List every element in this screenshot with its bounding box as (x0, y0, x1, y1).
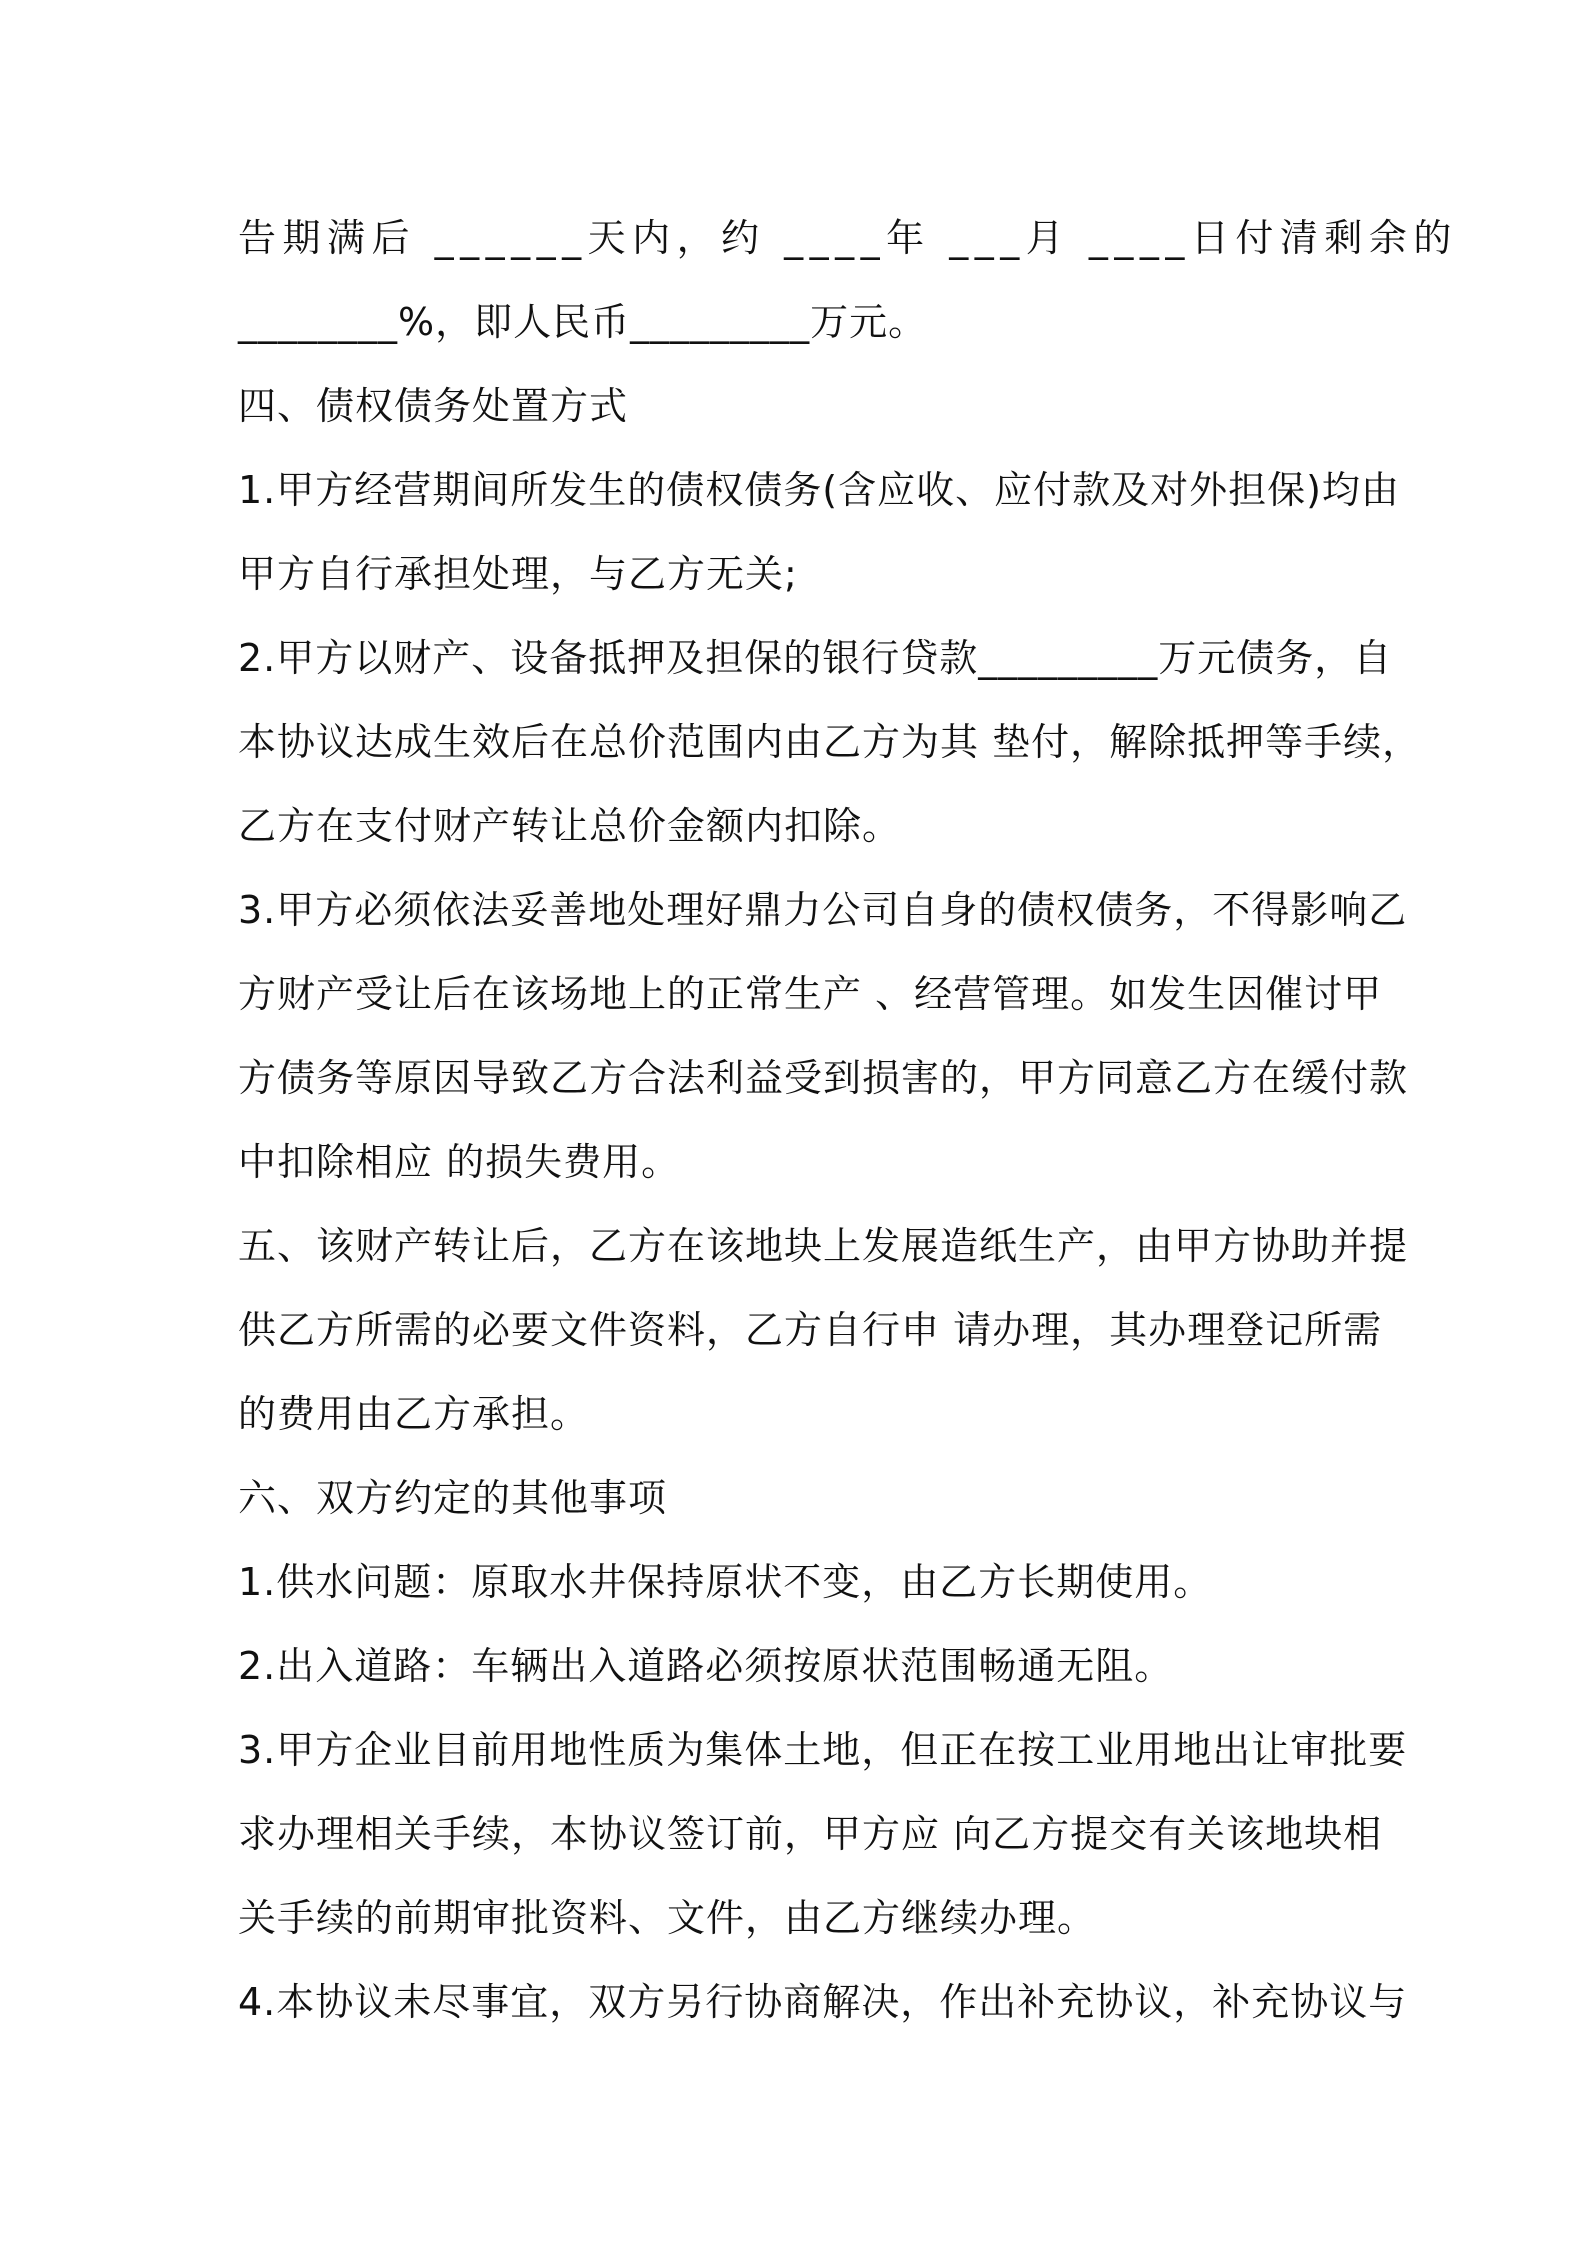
text-line-payment-amount: ________%，即人民币_________万元。 (238, 300, 928, 344)
text-line: 3.甲方企业目前用地性质为集体土地，但正在按工业用地出让审批要 (238, 1728, 1408, 1772)
text-line: 1.供水问题：原取水井保持原状不变，由乙方长期使用。 (238, 1560, 1213, 1604)
text-line-payment-deadline: 告期满后 ______天内，约 ____年 ___月 ____日付清剩余的 (238, 216, 1458, 260)
text-line: 乙方在支付财产转让总价金额内扣除。 (238, 804, 902, 848)
text-line: 中扣除相应 的损失费用。 (238, 1140, 681, 1184)
text-line: 1.甲方经营期间所发生的债权债务(含应收、应付款及对外担保)均由 (238, 468, 1400, 512)
text-line: 2.甲方以财产、设备抵押及担保的银行贷款_________万元债务，自 (238, 636, 1393, 680)
text-line: 求办理相关手续，本协议签订前，甲方应 向乙方提交有关该地块相 (238, 1812, 1383, 1856)
text-line: 供乙方所需的必要文件资料，乙方自行申 请办理，其办理登记所需 (238, 1308, 1383, 1352)
section-text-property-transfer: 五、该财产转让后，乙方在该地块上发展造纸生产，由甲方协助并提 (238, 1224, 1409, 1268)
text-line: 关手续的前期审批资料、文件，由乙方继续办理。 (238, 1896, 1097, 1940)
section-heading-other-matters: 六、双方约定的其他事项 (238, 1476, 668, 1520)
text-line: 3.甲方必须依法妥善地处理好鼎力公司自身的债权债务，不得影响乙 (238, 888, 1408, 932)
text-line: 本协议达成生效后在总价范围内由乙方为其 垫付，解除抵押等手续， (238, 720, 1422, 764)
document-body (238, 196, 1458, 2044)
section-heading-debt-handling: 四、债权债务处置方式 (238, 384, 629, 428)
text-line: 方债务等原因导致乙方合法利益受到损害的，甲方同意乙方在缓付款 (238, 1056, 1409, 1100)
text-line: 2.出入道路：车辆出入道路必须按原状范围畅通无阻。 (238, 1644, 1174, 1688)
text-line: 4.本协议未尽事宜，双方另行协商解决，作出补充协议，补充协议与 (238, 1980, 1408, 2024)
text-line: 甲方自行承担处理，与乙方无关; (238, 552, 798, 596)
text-line: 方财产受让后在该场地上的正常生产 、经营管理。如发生因催讨甲 (238, 972, 1383, 1016)
text-line: 的费用由乙方承担。 (238, 1392, 590, 1436)
